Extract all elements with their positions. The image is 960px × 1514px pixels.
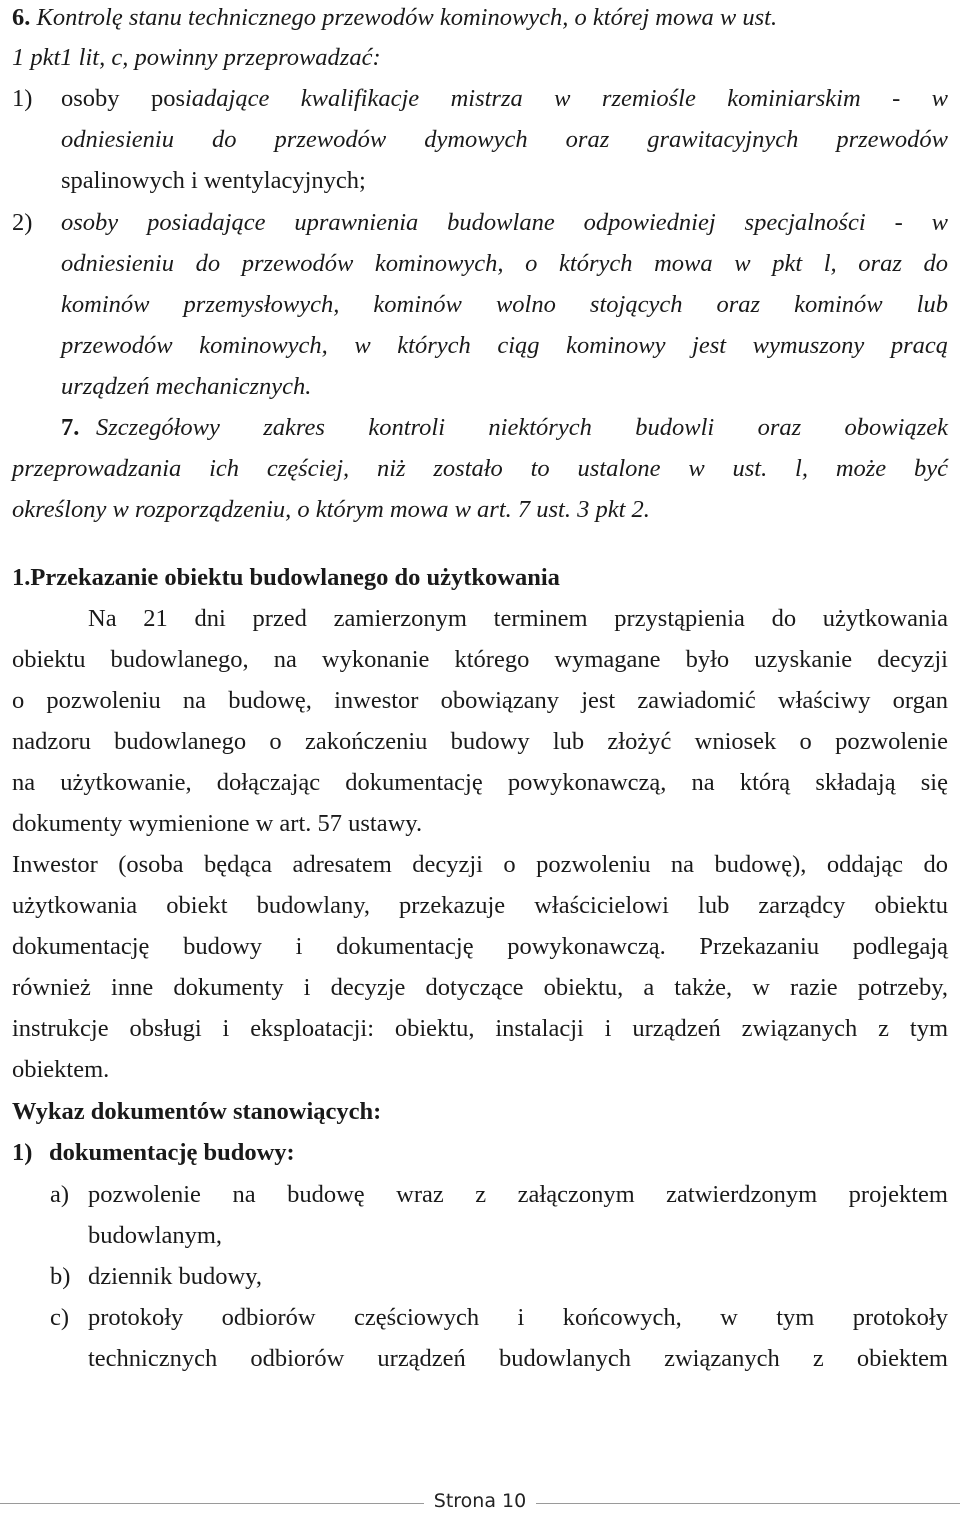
item-2-line-5: urządzeń mechanicznych. (61, 373, 312, 400)
item-b-line-1: dziennik budowy, (88, 1263, 262, 1290)
item-1-number: 1) (12, 85, 33, 112)
paragraph-1-line-2: obiektu budowlanego, na wykonanie którego wymagane było uzyskanie decyzji (12, 646, 948, 673)
page-footer (0, 1492, 960, 1511)
paragraph-2-line-4: również inne dokumenty i decyzje dotyczące obiektu, a także, w razie potrzeby, (12, 974, 948, 1001)
section-7-number: 7. (61, 414, 80, 441)
item-c-line-1: protokoły odbiorów częściowych i końcowych, w tym protokoły (88, 1304, 948, 1331)
list-heading: Wykaz dokumentów stanowiących: (12, 1098, 382, 1125)
paragraph-2-line-3: dokumentację budowy i dokumentację powykonawczą. Przekazaniu podlegają (12, 933, 948, 960)
paragraph-1-line-1: Na 21 dni przed zamierzonym terminem przystąpienia do użytkowania (88, 605, 948, 632)
item-1-line-2: odniesieniu do przewodów dymowych oraz grawitacyjnych przewodów (61, 126, 948, 153)
item-1-line-1 (61, 87, 948, 112)
section-7-line-3: określony w rozporządzeniu, o którym mowa w art. 7 ust. 3 pkt 2. (12, 496, 650, 523)
item-1-line-1-part-a: osoby pos (61, 85, 185, 112)
item-1-line-3: spalinowych i wentylacyjnych; (61, 167, 366, 194)
section-6-line-2: 1 pkt1 lit, c, powinny przeprowadzać: (12, 44, 381, 71)
item-2-line-1: osoby posiadające uprawnienia budowlane odpowiedniej specjalności - w (61, 209, 948, 236)
section-7-line-1: Szczegółowy zakres kontroli niektórych budowli oraz obowiązek (96, 414, 948, 441)
item-1-line-1-part-b: iadające kwalifikacje mistrza w rzemiośle kominiarskim - w (185, 85, 948, 112)
paragraph-2-line-5: instrukcje obsługi i eksploatacji: obiektu, instalacji i urządzeń związanych z tym (12, 1015, 948, 1042)
item-c-marker: c) (50, 1304, 70, 1331)
paragraph-2-line-6: obiektem. (12, 1056, 110, 1083)
section-heading: 1.Przekazanie obiektu budowlanego do użytkowania (12, 564, 560, 591)
item-a-line-1: pozwolenie na budowę wraz z załączonym zatwierdzonym projektem (88, 1181, 948, 1208)
item-a-marker: a) (50, 1181, 70, 1208)
item-2-number: 2) (12, 209, 33, 236)
item-2-line-4: przewodów kominowych, w których ciąg kominowy jest wymuszony pracą (61, 332, 948, 359)
item-2-line-3: kominów przemysłowych, kominów wolno stojących oraz kominów lub (61, 291, 948, 318)
item-2-line-2: odniesieniu do przewodów kominowych, o których mowa w pkt l, oraz do (61, 250, 948, 277)
item-b-marker: b) (50, 1263, 71, 1290)
section-6-text-1: Kontrolę stanu technicznego przewodów kominowych, o której mowa w ust. (36, 4, 778, 31)
paragraph-1-line-5: na użytkowanie, dołączając dokumentację powykonawczą, na którą składają się (12, 769, 948, 796)
section-6-line-1 (12, 6, 777, 31)
sublist-label: dokumentację budowy: (49, 1139, 295, 1166)
paragraph-2-line-1: Inwestor (osoba będąca adresatem decyzji o pozwoleniu na budowę), oddając do (12, 851, 948, 878)
item-a-line-2: budowlanym, (88, 1222, 223, 1249)
section-6-number: 6. (12, 4, 31, 31)
page-number: Strona 10 (424, 1490, 536, 1512)
sublist-number: 1) (12, 1139, 33, 1166)
item-c-line-2: technicznych odbiorów urządzeń budowlanych związanych z obiektem (88, 1345, 948, 1372)
paragraph-1-line-6: dokumenty wymienione w art. 57 ustawy. (12, 810, 423, 837)
section-7-line-2: przeprowadzania ich częściej, niż zostało to ustalone w ust. l, może być (12, 455, 948, 482)
paragraph-2-line-2: użytkowania obiekt budowlany, przekazuje właścicielowi lub zarządcy obiektu (12, 892, 948, 919)
paragraph-1-line-3: o pozwoleniu na budowę, inwestor obowiązany jest zawiadomić właściwy organ (12, 687, 948, 714)
paragraph-1-line-4: nadzoru budowlanego o zakończeniu budowy lub złożyć wniosek o pozwolenie (12, 728, 948, 755)
